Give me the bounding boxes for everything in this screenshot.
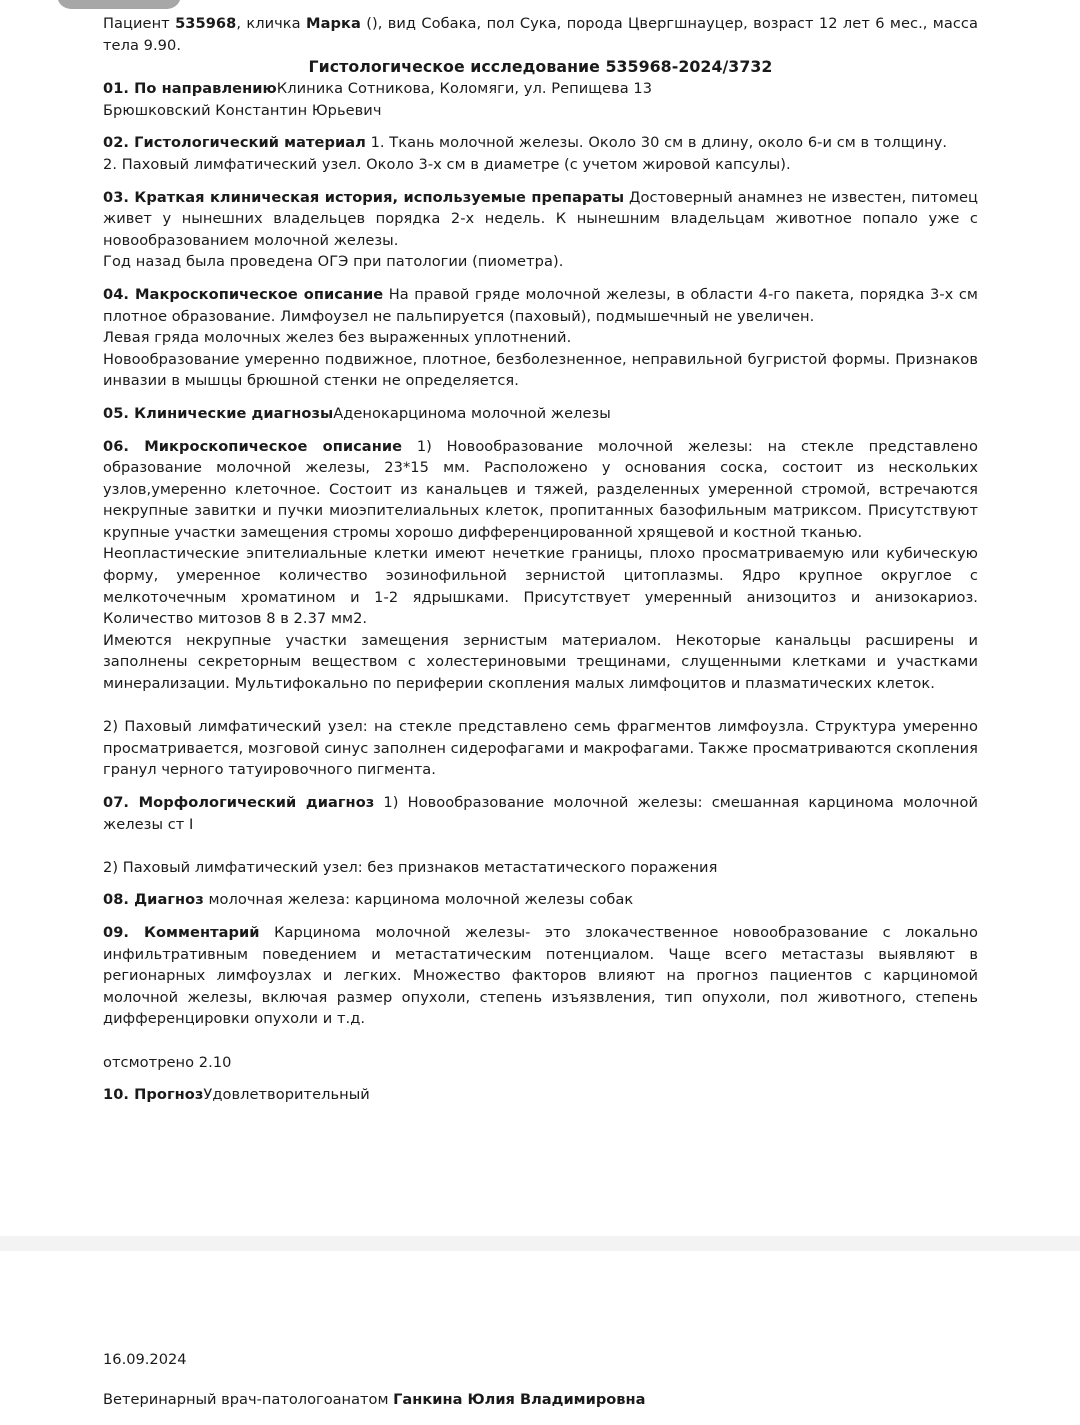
reviewed-note: отсмотрено 2.10 <box>103 1053 232 1071</box>
patient-id: 535968 <box>175 15 237 32</box>
scroll-handle[interactable] <box>57 0 181 9</box>
section-heading: 06. Микроскопическое описание <box>103 437 403 455</box>
section-macroscopic: 04. Макроскопическое описание На правой гряде молочной железы, в области 4-го пакета, порядка 3-х см плотное образование. Лимфоузел не пальпируется (паховый), подмышечный не увеличен. Левая гряда молочных желез без выраженных уплотнений. Новообразование умеренно подвижное, плотное, безболезненное, неправильной бугристой формы. Признаков инвазии в мышцы брюшной стенки не определяется. <box>103 285 978 390</box>
report-date: 16.09.2024 <box>103 1351 187 1368</box>
report-title: Гистологическое исследование 535968-2024/3732 <box>308 57 773 77</box>
section-microscopic: 06. Микроскопическое описание 1) Новообразование молочной железы: на стекле представлено образование молочной железы, 23*15 мм. Расположено у основания соска, состоит из нескольких узлов,умеренно клеточное. Состоит из канальцев и тяжей, разделенных умеренной стромой, встречаются некрупные завитки и пучки миоэпителиальных клеток, пропитанных базофильным матриксом. Присутствуют крупные участки замещения стромы хорошо дифференцированной хрящевой и костной тканью. Неопластические эпителиальные клетки имеют нечеткие границы, плохо просматриваемую или кубическую форму, умеренное количество эозинофильной зернистой цитоплазмы. Ядро крупное округлое с мелкоточечным хроматином и 1-2 ядрышками. Присутствует умеренный анизоцитоз и анизокариоз. Количество митозов 8 в 2.37 мм2. Имеются некрупные участки замещения зернистым материалом. Некоторые канальцы расширены и заполнены секреторным веществом с холестериновыми трещинами, слущенными клетками и участками минерализации. Мультифокально по периферии скопления малых лимфоцитов и плазматических клеток. 2) Паховый лимфатический узел: на стекле представлено семь фрагментов лимфоузла. Структура умеренно просматривается, мозговой синус заполнен сидерофагами и макрофагами. Также просматриваются скопления гранул черного татуировочного пигмента. <box>103 437 978 779</box>
section-heading: 08. Диагноз <box>103 891 204 909</box>
section-heading: 09. Комментарий <box>103 923 260 941</box>
patient-name: Марка <box>306 15 361 32</box>
section-referral: 01. По направлениюКлиника Сотникова, Коломяги, ул. Репищева 13 Брюшковский Константин Юрьевич <box>103 80 653 119</box>
section-heading: 02. Гистологический материал <box>103 134 366 152</box>
section-comment: 09. Комментарий Карцинома молочной железы- это злокачественное новообразование с локально инфильтративным поведением и метастатическим потенциалом. Чаще всего метастазы выявляют в регионарных лимфоузлах и легких. Множество факторов влияют на прогноз пациентов с карциномой молочной железы, включая размер опухоли, степень изъязвления, тип опухоли, пол животного, степень дифференцировки опухоли и т.д. отсмотрено 2.10 <box>103 922 978 1073</box>
histology-report <box>103 13 978 1106</box>
signer-role: Ветеринарный врач-патологоанатом <box>103 1391 394 1408</box>
section-heading: 05. Клинические диагнозы <box>103 404 334 422</box>
page-separator <box>0 1236 1080 1251</box>
section-heading: 04. Макроскопическое описание <box>103 285 384 303</box>
section-clinical-diagnoses: 05. Клинические диагнозыАденокарцинома молочной железы <box>103 404 611 422</box>
signer-name: Ганкина Юлия Владимировна <box>393 1391 646 1408</box>
section-material: 02. Гистологический материал 1. Ткань молочной железы. Около 30 см в длину, около 6-и см в толщину. 2. Паховый лимфатический узел. Около 3-х см в диаметре (с учетом жировой капсулы). <box>103 134 948 173</box>
section-heading: 03. Краткая клиническая история, используемые препараты <box>103 188 625 206</box>
section-heading: 10. Прогноз <box>103 1086 204 1104</box>
section-morphological-diagnosis: 07. Морфологический диагноз 1) Новообразование молочной железы: смешанная карцинома молочной железы ст I 2) Паховый лимфатический узел: без признаков метастатического поражения <box>103 794 978 876</box>
patient-info: Пациент 535968, кличка Марка (), вид Собака, пол Сука, порода Цвергшнауцер, возраст 12 лет 6 мес., масса тела 9.90. <box>103 15 978 54</box>
section-heading: 07. Морфологический диагноз <box>103 794 375 811</box>
section-diagnosis: 08. Диагноз молочная железа: карцинома молочной железы собак <box>103 891 634 909</box>
section-prognosis: 10. ПрогнозУдовлетворительный <box>103 1086 370 1104</box>
patient-details: (), вид Собака, пол Сука, порода Цвергшнауцер, возраст 12 лет 6 мес., масса тела 9.90. <box>103 15 978 54</box>
section-clinical-history: 03. Краткая клиническая история, используемые препараты Достоверный анамнез не известен, питомец живет у нынешних владельцев порядка 2-х недель. К нынешним владельцам животное попало уже с новообразованием молочной железы. Год назад была проведена ОГЭ при патологии (пиометра). <box>103 188 978 271</box>
signature <box>103 1390 645 1410</box>
section-heading: 01. По направлению <box>103 80 277 98</box>
